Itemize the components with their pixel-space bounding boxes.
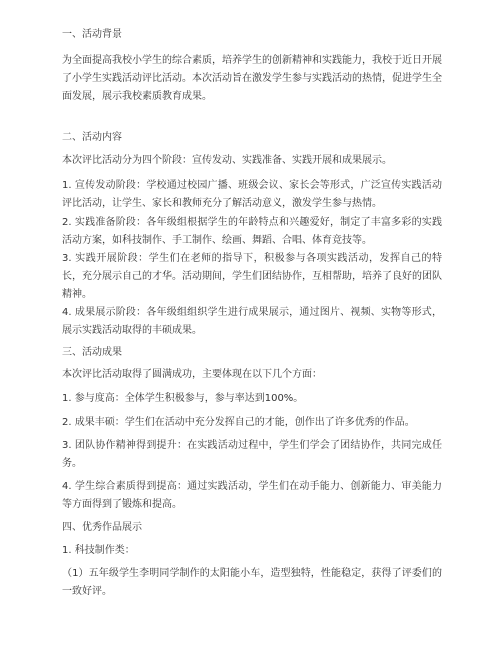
background-paragraph: 为全面提高我校小学生的综合素质，培养学生的创新精神和实践能力，我校于近日开展了小学生实践活动评比活动。本次活动旨在激发学生参与实践活动的热情，促进学生全面发展，展示我校素质教育成果。 <box>62 55 442 102</box>
section-heading-results: 三、活动成果 <box>62 347 122 358</box>
content-intro-paragraph: 本次评比活动分为四个阶段：宣传发动、实践准备、实践开展和成果展示。 <box>62 155 392 166</box>
results-intro-paragraph: 本次评比活动取得了圆满成功，主要体现在以下几个方面： <box>62 369 322 380</box>
content-item-3: 3. 实践开展阶段：学生们在老师的指导下，积极参与各项实践活动，发挥自己的特长，充分展示自己的才华。活动期间，学生们团结协作，互相帮助，培养了良好的团队精神。 <box>62 253 442 300</box>
content-item-4: 4. 成果展示阶段：各年级组组织学生进行成果展示，通过图片、视频、实物等形式，展示实践活动取得的丰硕成果。 <box>62 307 442 336</box>
content-item-1: 1. 宣传发动阶段：学校通过校园广播、班级会议、家长会等形式，广泛宣传实践活动评比活动，让学生、家长和教师充分了解活动意义，激发学生参与热情。 <box>62 180 442 209</box>
results-item-3: 3. 团队协作精神得到提升：在实践活动过程中，学生们学会了团结协作，共同完成任务。 <box>62 440 442 469</box>
works-subitem-1: （1）五年级学生李明同学制作的太阳能小车，造型独特，性能稳定，获得了评委们的一致好评。 <box>62 568 442 597</box>
results-item-4: 4. 学生综合素质得到提高：通过实践活动，学生们在动手能力、创新能力、审美能力等方面得到了锻炼和提高。 <box>62 481 442 510</box>
section-heading-background: 一、活动背景 <box>62 29 122 40</box>
section-heading-content: 二、活动内容 <box>62 132 122 143</box>
works-category-1: 1. 科技制作类： <box>62 545 135 556</box>
results-item-1: 1. 参与度高：全体学生积极参与，参与率达到100%。 <box>62 393 304 404</box>
section-heading-works: 四、优秀作品展示 <box>62 522 142 533</box>
results-item-2: 2. 成果丰硕：学生们在活动中充分发挥自己的才能，创作出了许多优秀的作品。 <box>62 417 415 428</box>
content-item-2: 2. 实践准备阶段：各年级组根据学生的年龄特点和兴趣爱好，制定了丰富多彩的实践活动方案，如科技制作、手工制作、绘画、舞蹈、合唱、体育竞技等。 <box>62 217 442 246</box>
